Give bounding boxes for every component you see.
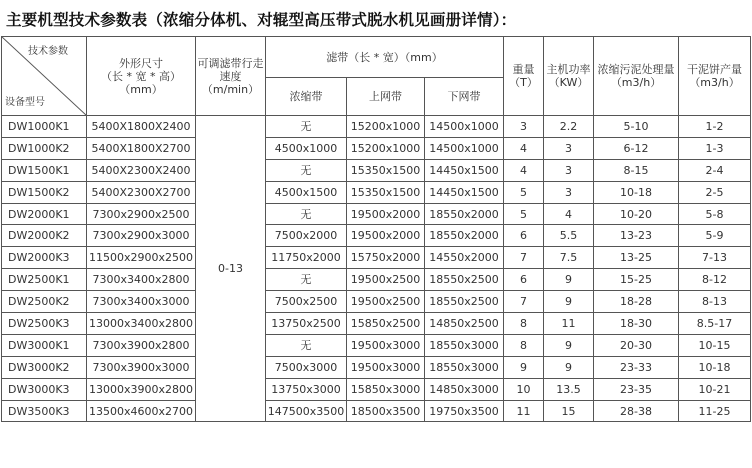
- upper-belt-cell: 15850x3000: [347, 378, 425, 400]
- thicken-belt-cell: 7500x2500: [266, 291, 347, 313]
- power-cell: 9: [544, 356, 594, 378]
- cake-header-line: （m3/h）: [689, 76, 740, 89]
- model-cell: DW1500K1: [2, 159, 87, 181]
- dims-header: [87, 37, 196, 116]
- dims-cell: 7300x3900x2800: [87, 334, 196, 356]
- cake-header: [679, 37, 751, 116]
- dims-header-line: （mm）: [119, 82, 163, 96]
- lower-belt-cell: 18550x2500: [425, 291, 504, 313]
- power-cell: 7.5: [544, 247, 594, 269]
- model-cell: DW2000K3: [2, 247, 87, 269]
- power-cell: 3: [544, 159, 594, 181]
- model-cell: DW1500K2: [2, 181, 87, 203]
- cake-cell: 10-15: [679, 334, 751, 356]
- dims-cell: 7300x2900x2500: [87, 203, 196, 225]
- capacity-cell: 6-12: [594, 137, 679, 159]
- thicken-belt-cell: 4500x1000: [266, 137, 347, 159]
- lower-belt-cell: 14550x2000: [425, 247, 504, 269]
- belt-thicken-header: 浓缩带: [266, 78, 347, 116]
- speed-header: [196, 37, 266, 116]
- corner-bottom-label: 设备型号: [5, 97, 45, 108]
- weight-cell: 7: [504, 247, 544, 269]
- table-row: [2, 334, 751, 356]
- lower-belt-cell: 14450x1500: [425, 181, 504, 203]
- power-cell: 15: [544, 400, 594, 422]
- power-cell: 9: [544, 269, 594, 291]
- cake-cell: 5-9: [679, 225, 751, 247]
- capacity-header-line: 浓缩污泥处理量: [597, 63, 675, 76]
- cake-cell: 8-12: [679, 269, 751, 291]
- upper-belt-cell: 19500x3000: [347, 334, 425, 356]
- lower-belt-cell: 18550x3000: [425, 334, 504, 356]
- corner-top-label: 技术参数: [28, 46, 68, 57]
- upper-belt-cell: 15850x2500: [347, 313, 425, 335]
- dims-cell: 5400X1800X2700: [87, 137, 196, 159]
- upper-belt-cell: 19500x2500: [347, 291, 425, 313]
- capacity-cell: 5-10: [594, 116, 679, 138]
- weight-cell: 8: [504, 334, 544, 356]
- speed-header-line: 可调滤带行走: [197, 56, 264, 70]
- cake-cell: 7-13: [679, 247, 751, 269]
- belt-group-header: 滤带（长 * 宽）（mm）: [266, 37, 504, 78]
- table-body: [2, 116, 751, 422]
- dims-header-line: （长 * 宽 * 高）: [101, 69, 181, 83]
- thicken-belt-cell: 13750x3000: [266, 378, 347, 400]
- weight-header-line: 重量: [512, 63, 535, 76]
- table-row: [2, 247, 751, 269]
- model-cell: DW2500K3: [2, 313, 87, 335]
- upper-belt-cell: 15350x1500: [347, 159, 425, 181]
- thicken-belt-cell: 147500x3500: [266, 400, 347, 422]
- cake-cell: 5-8: [679, 203, 751, 225]
- weight-cell: 5: [504, 181, 544, 203]
- power-cell: 5.5: [544, 225, 594, 247]
- table-row: [2, 137, 751, 159]
- model-cell: DW3000K3: [2, 378, 87, 400]
- capacity-cell: 18-28: [594, 291, 679, 313]
- table-row: [2, 225, 751, 247]
- upper-belt-cell: 15200x1000: [347, 137, 425, 159]
- lower-belt-cell: 18550x2000: [425, 225, 504, 247]
- table-row: [2, 269, 751, 291]
- capacity-cell: 10-20: [594, 203, 679, 225]
- capacity-cell: 23-35: [594, 378, 679, 400]
- table-row: [2, 291, 751, 313]
- power-cell: 9: [544, 334, 594, 356]
- dims-cell: 13000x3900x2800: [87, 378, 196, 400]
- cake-cell: 11-25: [679, 400, 751, 422]
- thicken-belt-cell: 11750x2000: [266, 247, 347, 269]
- upper-belt-cell: 19500x3000: [347, 356, 425, 378]
- table-row: [2, 116, 751, 138]
- header-row: [2, 37, 751, 78]
- lower-belt-cell: 14500x1000: [425, 137, 504, 159]
- model-cell: DW2500K2: [2, 291, 87, 313]
- weight-header-line: （T）: [509, 76, 538, 89]
- power-cell: 11: [544, 313, 594, 335]
- corner-header-cell: [2, 37, 87, 116]
- power-cell: 13.5: [544, 378, 594, 400]
- lower-belt-cell: 14450x1500: [425, 159, 504, 181]
- lower-belt-cell: 18550x2500: [425, 269, 504, 291]
- weight-cell: 7: [504, 291, 544, 313]
- cake-header-line: 干泥饼产量: [687, 63, 743, 76]
- capacity-cell: 13-23: [594, 225, 679, 247]
- weight-cell: 3: [504, 116, 544, 138]
- belt-upper-header: 上网带: [347, 78, 425, 116]
- power-header: [544, 37, 594, 116]
- cake-cell: 8-13: [679, 291, 751, 313]
- model-cell: DW2500K1: [2, 269, 87, 291]
- dims-header-line: 外形尺寸: [119, 56, 163, 70]
- model-cell: DW2000K2: [2, 225, 87, 247]
- thicken-belt-cell: 无: [266, 269, 347, 291]
- power-cell: 9: [544, 291, 594, 313]
- power-cell: 3: [544, 137, 594, 159]
- model-cell: DW1000K2: [2, 137, 87, 159]
- weight-cell: 4: [504, 159, 544, 181]
- cake-cell: 10-21: [679, 378, 751, 400]
- thicken-belt-cell: 无: [266, 116, 347, 138]
- thicken-belt-cell: 7500x2000: [266, 225, 347, 247]
- capacity-cell: 28-38: [594, 400, 679, 422]
- table-row: [2, 181, 751, 203]
- dims-cell: 7300x3900x3000: [87, 356, 196, 378]
- lower-belt-cell: 18550x2000: [425, 203, 504, 225]
- capacity-cell: 18-30: [594, 313, 679, 335]
- table-row: [2, 159, 751, 181]
- thicken-belt-cell: 无: [266, 203, 347, 225]
- cake-cell: 1-2: [679, 116, 751, 138]
- dims-cell: 13500x4600x2700: [87, 400, 196, 422]
- lower-belt-cell: 19750x3500: [425, 400, 504, 422]
- dims-cell: 7300x3400x2800: [87, 269, 196, 291]
- weight-header: [504, 37, 544, 116]
- weight-cell: 9: [504, 356, 544, 378]
- thicken-belt-cell: 无: [266, 334, 347, 356]
- spec-table: [1, 36, 751, 422]
- lower-belt-cell: 14850x3000: [425, 378, 504, 400]
- upper-belt-cell: 15750x2000: [347, 247, 425, 269]
- upper-belt-cell: 19500x2500: [347, 269, 425, 291]
- cake-cell: 2-4: [679, 159, 751, 181]
- model-cell: DW3000K1: [2, 334, 87, 356]
- dims-cell: 7300x3400x3000: [87, 291, 196, 313]
- dims-cell: 5400X2300X2400: [87, 159, 196, 181]
- dims-cell: 7300x2900x3000: [87, 225, 196, 247]
- upper-belt-cell: 19500x2000: [347, 203, 425, 225]
- table-row: [2, 313, 751, 335]
- model-cell: DW1000K1: [2, 116, 87, 138]
- power-cell: 3: [544, 181, 594, 203]
- table-row: [2, 378, 751, 400]
- dims-cell: 5400X2300X2700: [87, 181, 196, 203]
- cake-cell: 10-18: [679, 356, 751, 378]
- weight-cell: 4: [504, 137, 544, 159]
- capacity-header-line: （m3/h）: [610, 76, 662, 89]
- upper-belt-cell: 15350x1500: [347, 181, 425, 203]
- power-header-line: 主机功率: [546, 63, 591, 76]
- capacity-cell: 10-18: [594, 181, 679, 203]
- upper-belt-cell: 19500x2000: [347, 225, 425, 247]
- speed-value-cell: 0-13: [196, 116, 266, 422]
- lower-belt-cell: 18550x3000: [425, 356, 504, 378]
- belt-lower-header: 下网带: [425, 78, 504, 116]
- thicken-belt-cell: 4500x1500: [266, 181, 347, 203]
- capacity-cell: 23-33: [594, 356, 679, 378]
- cake-cell: 1-3: [679, 137, 751, 159]
- cake-cell: 2-5: [679, 181, 751, 203]
- weight-cell: 10: [504, 378, 544, 400]
- weight-cell: 5: [504, 203, 544, 225]
- weight-cell: 8: [504, 313, 544, 335]
- speed-header-line: 速度: [219, 69, 242, 83]
- model-cell: DW2000K1: [2, 203, 87, 225]
- model-cell: DW3000K2: [2, 356, 87, 378]
- weight-cell: 11: [504, 400, 544, 422]
- lower-belt-cell: 14500x1000: [425, 116, 504, 138]
- speed-header-line: （m/min）: [201, 82, 260, 96]
- thicken-belt-cell: 无: [266, 159, 347, 181]
- capacity-cell: 15-25: [594, 269, 679, 291]
- weight-cell: 6: [504, 225, 544, 247]
- dims-cell: 5400X1800X2400: [87, 116, 196, 138]
- upper-belt-cell: 18500x3500: [347, 400, 425, 422]
- capacity-cell: 13-25: [594, 247, 679, 269]
- table-row: [2, 203, 751, 225]
- cake-cell: 8.5-17: [679, 313, 751, 335]
- thicken-belt-cell: 13750x2500: [266, 313, 347, 335]
- page-title: 主要机型技术参数表（浓缩分体机、对辊型高压带式脱水机见画册详情）：: [6, 11, 517, 29]
- power-header-line: （KW）: [548, 76, 589, 89]
- thicken-belt-cell: 7500x3000: [266, 356, 347, 378]
- capacity-header: [594, 37, 679, 116]
- weight-cell: 6: [504, 269, 544, 291]
- power-cell: 2.2: [544, 116, 594, 138]
- capacity-cell: 8-15: [594, 159, 679, 181]
- upper-belt-cell: 15200x1000: [347, 116, 425, 138]
- table-row: [2, 356, 751, 378]
- capacity-cell: 20-30: [594, 334, 679, 356]
- model-cell: DW3500K3: [2, 400, 87, 422]
- power-cell: 4: [544, 203, 594, 225]
- dims-cell: 11500x2900x2500: [87, 247, 196, 269]
- table-row: [2, 400, 751, 422]
- lower-belt-cell: 14850x2500: [425, 313, 504, 335]
- dims-cell: 13000x3400x2800: [87, 313, 196, 335]
